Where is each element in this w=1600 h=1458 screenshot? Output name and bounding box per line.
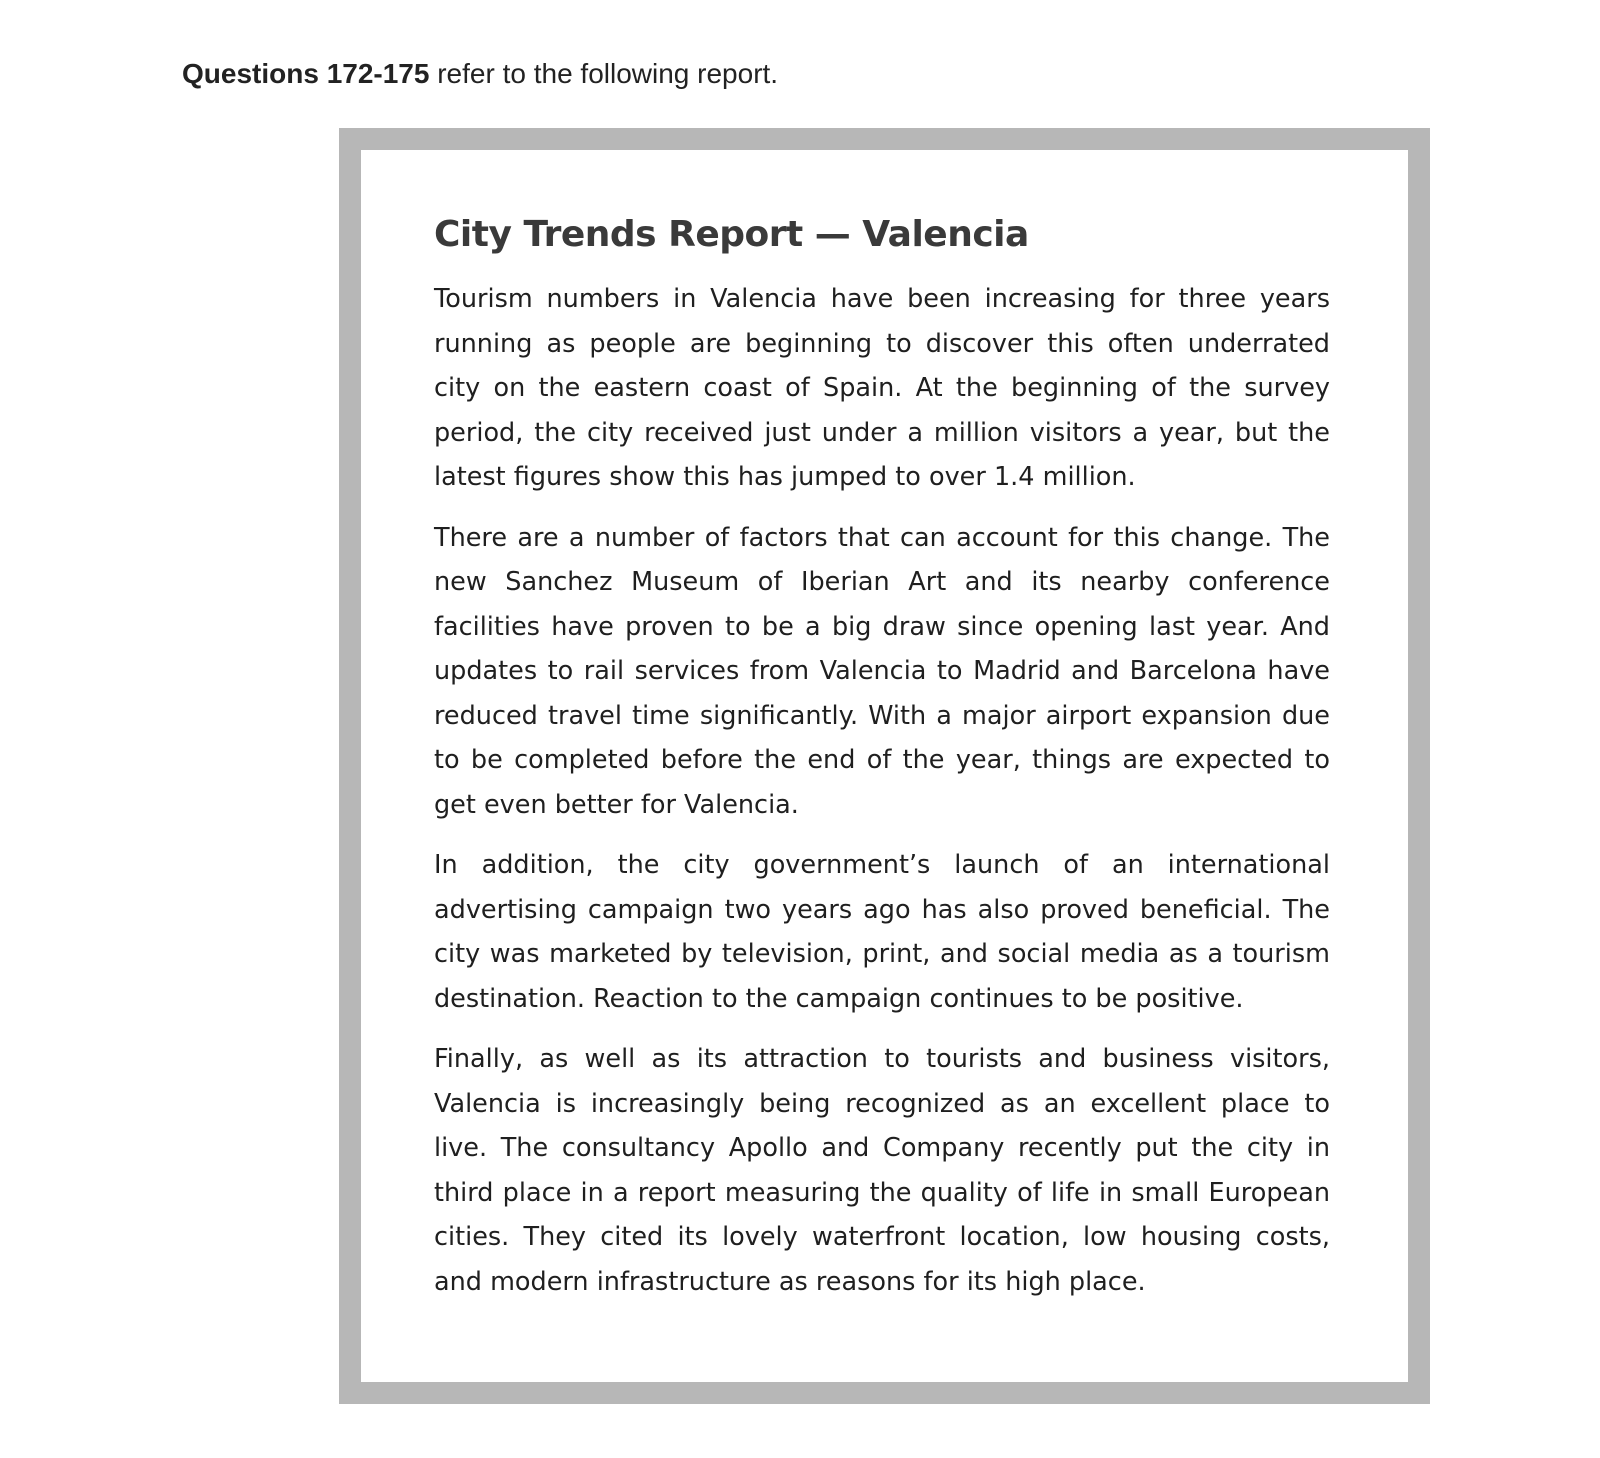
report-title: City Trends Report — Valencia: [434, 214, 1029, 255]
report-paragraph-2: There are a number of factors that can account for this change. The new Sanchez Museum of Iberian Art and its nearby conference facilities have proven to be a big draw since opening last year. And updates to rail services from Valencia to Madrid and Barcelona have reduced travel time significantly. With a major airport expansion due to be completed before the end of the year, things are expected to get even better for Valencia.: [434, 522, 1330, 820]
report-panel: [361, 150, 1408, 1382]
question-intro-text: refer to the following report.: [429, 58, 779, 89]
question-intro: [182, 58, 778, 90]
report-paragraph-4: Finally, as well as its attraction to tourists and business visitors, Valencia is increasingly being recognized as an excellent place to live. The consultancy Apollo and Company recently put the city in third place in a report measuring the quality of life in small European cities. They cited its lovely waterfront location, low housing costs, and modern infrastructure as reasons for its high place.: [434, 1044, 1330, 1297]
report-content: [434, 214, 1330, 1320]
question-range: Questions 172-175: [182, 58, 430, 89]
report-paragraph-1: Tourism numbers in Valencia have been increasing for three years running as people are beginning to discover this often underrated city on the eastern coast of Spain. At the beginning of the survey period, the city received just under a million visitors a year, but the latest figures show this has jumped to over 1.4 million.: [434, 284, 1330, 492]
report-paragraph-3: In addition, the city government’s launch of an international advertising campaign two years ago has also proved beneficial. The city was marketed by television, print, and social media as a tourism destination. Reaction to the campaign continues to be positive.: [434, 850, 1330, 1014]
report-frame: [339, 128, 1430, 1404]
